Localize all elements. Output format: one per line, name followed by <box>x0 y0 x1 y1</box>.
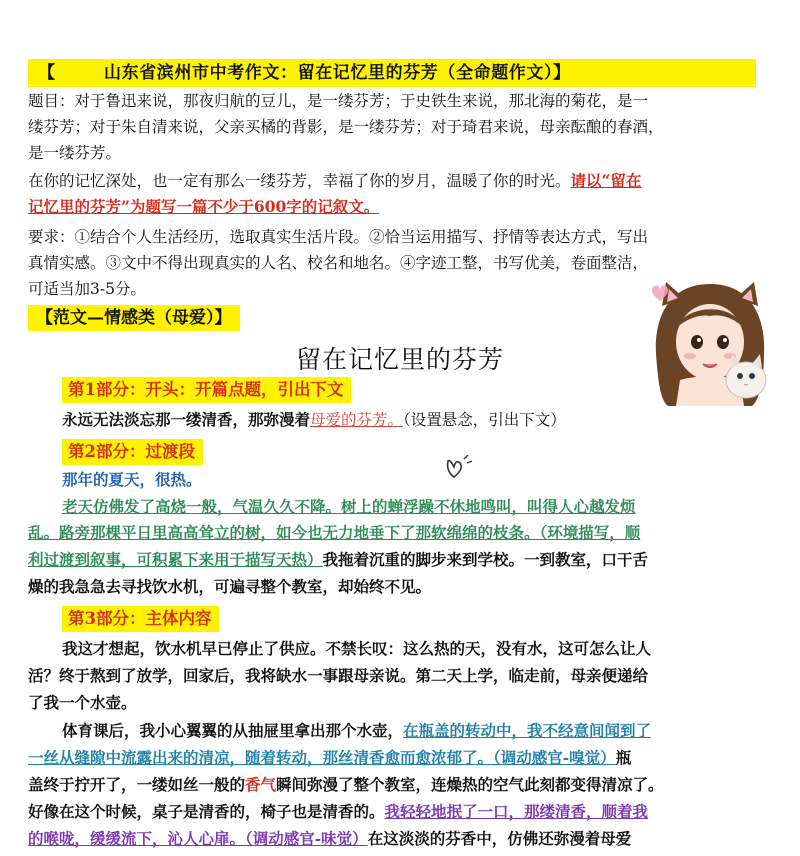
part1-text: 永远无法淡忘那一缕清香，那弥漫着母爱的芬芳。（设置悬念，引出下文） <box>62 410 566 429</box>
part2-label: 第2部分：过渡段 <box>62 439 203 465</box>
prompt-line-3: 是一缕芬芳。 <box>28 144 122 162</box>
part2-line-3: 乱。路旁那棵平日里高高耸立的树，如今也无力地垂下了那软绵绵的枝条。（环境描写，顺 <box>28 523 641 542</box>
prompt-line-5: 记忆里的芬芳”为题写一篇不少于600字的记叙文。 <box>28 197 380 216</box>
part3-p1-line-1: 我这才想起，饮水机早已停止了供应。不禁长叹：这么热的天，没有水，这可怎么让人 <box>62 639 652 658</box>
part2-line-1: 那年的夏天，很热。 <box>62 470 202 489</box>
prompt-requirement-highlight: 请以“留在 <box>570 171 642 190</box>
part2-line-2: 老天仿佛发了高烧一般，气温久久不降。树上的蝉浮躁不休地鸣叫，叫得人心越发烦 <box>62 497 636 516</box>
part1-label: 第1部分：开头：开篇点题，引出下文 <box>62 377 351 403</box>
banner-title: 山东省滨州市中考作文：留在记忆里的芬芳（全命题作文）】 <box>104 63 571 83</box>
part2-line-4: 利过渡到叙事，可积累下来用于描写天热）我拖着沉重的脚步来到学校。一到教室，口干舌 <box>28 550 649 569</box>
requirements-line-3: 可适当加3-5分。 <box>28 280 146 298</box>
prompt-line-4: 在你的记忆深处，也一定有那么一缕芬芳，幸福了你的岁月，温暖了你的时光。请以“留在 <box>28 171 642 190</box>
requirements-line-2: 真情实感。③文中不得出现真实的人名、校名和地名。④字迹工整，书写优美，卷面整洁， <box>28 254 649 272</box>
part2-line-5: 燥的我急急去寻找饮水机，可遍寻整个教室，却始终不见。 <box>28 577 432 596</box>
header-banner <box>28 59 756 87</box>
banner-bracket: 【 <box>38 63 55 83</box>
prompt-line-1: 题目：对于鲁迅来说，那夜归航的豆儿，是一缕芬芳；于史铁生来说，那北海的菊花，是一 <box>28 92 649 110</box>
part3-p2-line-2: 一丝从缝隙中流露出来的清凉，随着转动，那丝清香愈而愈浓郁了。（调动感官-嗅觉）瓶 <box>28 748 632 767</box>
motherly-love-phrase: 母爱的芬芳。 <box>310 411 404 429</box>
essay-title: 留在记忆里的芬芳 <box>295 345 504 374</box>
part3-label: 第3部分：主体内容 <box>62 606 219 632</box>
part3-p2-line-3: 盖终于拧开了，一缕如丝一般的香气瞬间弥漫了整个教室，连燥热的空气此刻都变得清凉了。 <box>28 775 664 794</box>
part3-p2-line-5: 的喉咙，缓缓流下，沁人心扉。（调动感官-味觉）在这淡淡的芬香中，仿佛还弥漫着母爱 <box>28 829 632 848</box>
requirements-line-1: 要求：①结合个人生活经历，选取真实生活片段。②恰当运用描写、抒情等表达方式，写出 <box>28 228 649 246</box>
heart-doodle-icon <box>440 455 474 483</box>
fragrance-word: 香气 <box>245 775 277 794</box>
part3-p1-line-2: 活？终于熬到了放学，回家后，我将缺水一事跟母亲说。第二天上学，临走前，母亲便递给 <box>28 666 649 685</box>
prompt-line-2: 缕芬芳；对于朱自清来说，父亲买橘的背影，是一缕芬芳；对于琦君来说，母亲酝酿的春酒， <box>28 118 664 136</box>
part3-p1-line-3: 了我一个水壶。 <box>28 693 137 712</box>
part3-p2-line-4: 好像在这个时候，桌子是清香的，椅子也是清香的。我轻轻地抿了一口，那缕清香，顺着我 <box>28 802 649 821</box>
part3-p2-line-1: 体育课后，我小心翼翼的从抽屉里拿出那个水壶，在瓶盖的转动中，我不经意间闻到了 <box>62 721 652 740</box>
section-label: 【范文—情感类（母爱）】 <box>28 305 240 331</box>
